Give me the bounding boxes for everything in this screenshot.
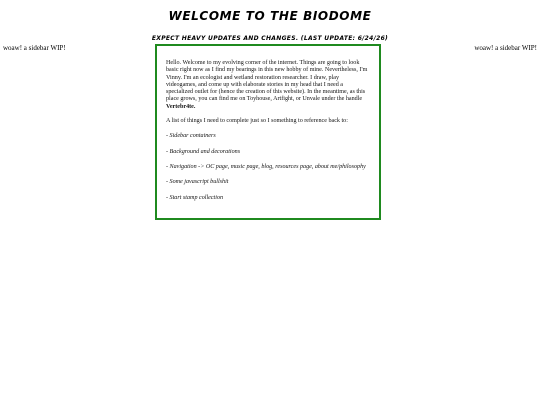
todo-item-navigation: - Navigation -> OC page, music page, blog, resources page, about me/philosophy xyxy=(166,163,366,170)
todo-item-javascript: - Some javascript bullshit xyxy=(166,179,229,186)
main-content-box xyxy=(155,44,381,220)
left-sidebar-placeholder: woaw! a sidebar WIP! xyxy=(3,44,66,52)
todo-item-sidebar: - Sidebar containers xyxy=(166,133,216,140)
todo-item-stamps: - Start stamp collection xyxy=(166,194,224,201)
update-notice: EXPECT HEAVY UPDATES AND CHANGES. (LAST UPDATE: 6/24/26) xyxy=(151,35,389,42)
site-title: WELCOME TO THE BIODOME xyxy=(168,9,372,23)
intro-text: Hello. Welcome to my evolving corner of the internet. Things are going to look basic right now as I find my bearings in this new hobby of mine. Nevertheless, I'm Vinny. I'm an ecologist and wetland restoration researcher. I draw, play videogames, and come up with elaborate stories in my head that I need a specialized outlet for (hence the creation of this website). In the meantime, as this place grows, you can find me on Toyhouse, Artfight, or Unvale under the handle xyxy=(166,60,368,103)
handle-text: Vertebr4te. xyxy=(166,103,196,110)
todo-list-heading: A list of things I need to complete just so I something to reference back to: xyxy=(166,118,348,125)
page-header xyxy=(0,0,540,43)
right-sidebar-placeholder: woaw! a sidebar WIP! xyxy=(474,44,537,52)
todo-item-background: - Background and decorations xyxy=(166,148,241,155)
intro-paragraph xyxy=(166,60,371,111)
